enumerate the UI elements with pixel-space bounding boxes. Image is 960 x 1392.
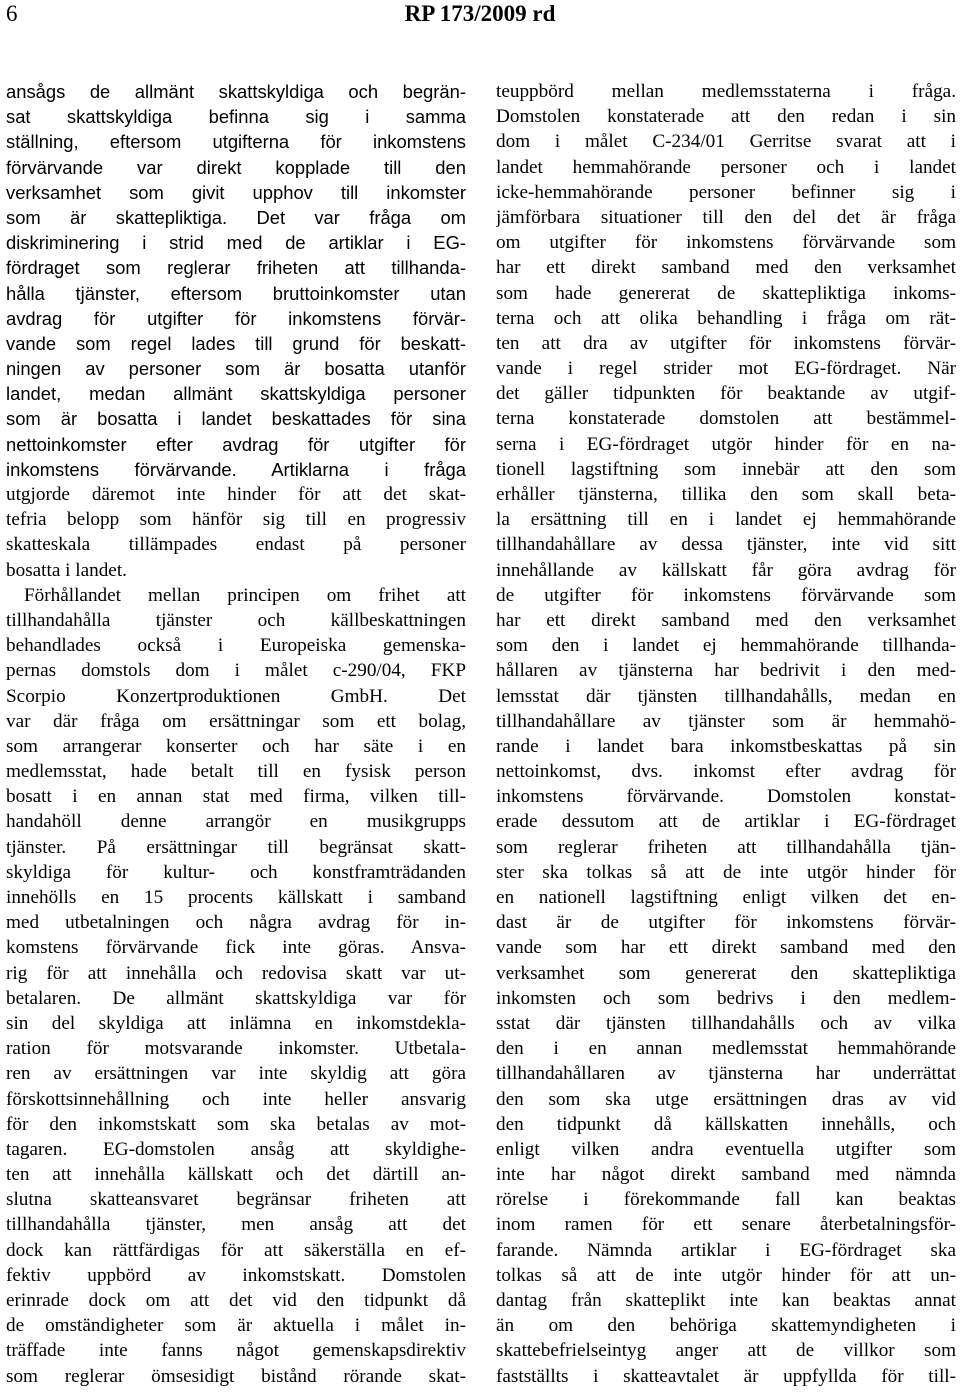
text-line: förskottsinnehållning och inte heller ansvarig [6, 1088, 466, 1110]
text-line: jämförbara situationer till den del det är fråga [496, 206, 956, 228]
text-line: tefria belopp som hänför sig till en progressiv [6, 509, 466, 531]
text-line: erinrade dock om att det vid den tidpunkt då [6, 1290, 466, 1311]
text-line: sin del skyldiga att inlämna en inkomstdekla- [6, 1012, 466, 1034]
text-line: tagaren. EG-domstolen ansåg att skyldighe- [6, 1138, 466, 1160]
text-line: avdrag för utgifter för inkomstens förvär- [6, 307, 466, 329]
text-line: inkomstens förvärvande. Domstolen konstat- [496, 786, 956, 808]
text-line: skatteskala tillämpades endast på personer [6, 534, 466, 556]
text-line: vande som regel lades till grund för beskatt- [6, 332, 466, 354]
text-line: lemsstat där tjänsten tillhandahålls, medan en [496, 685, 956, 707]
text-line: Scorpio Konzertproduktionen GmbH. Det [6, 685, 466, 707]
text-line: dom i målet C-234/01 Gerritse svarat att i [496, 131, 956, 153]
text-line: som den i landet ej hemmahörande tillhanda- [496, 635, 956, 657]
text-line: dock kan rättfärdigas för att säkerställa en ef- [6, 1239, 466, 1261]
text-line: tillhandahålla tjänster, men ansåg att det [6, 1214, 466, 1236]
text-line: var där fråga om ersättningar som ett bolag, [6, 710, 466, 732]
text-line: inkomstens förvärvande. Artiklarna i fråga [6, 458, 466, 480]
text-line: enligt vilken andra eventuella utgifter som [496, 1138, 956, 1160]
text-line: bosatt i en annan stat med firma, vilken till- [6, 786, 466, 808]
text-line: innehållande av källskatt får göra avdrag för [496, 559, 956, 581]
text-line: erade dessutom att de artiklar i EG-fördraget [496, 811, 956, 833]
text-line: har ett direkt samband med den verksamhet [496, 609, 956, 631]
text-line: tillhandahållare av tjänster som är hemmahö- [496, 710, 956, 732]
text-line: sstat där tjänsten tillhandahålls och av vilka [496, 1012, 956, 1034]
left-text-column [6, 79, 466, 1389]
text-line: hålla tjänster, eftersom bruttoinkomster utan [6, 282, 466, 304]
text-line: fastställts i skatteavtalet är uppfyllda för till- [496, 1365, 956, 1387]
text-line: fördraget som reglerar friheten att tillhanda- [6, 257, 466, 279]
text-line: skyldiga för kultur- och konstframträdanden [6, 861, 466, 883]
text-line: diskriminering i strid med de artiklar i EG- [6, 232, 466, 254]
text-line: pernas domstols dom i målet c-290/04, FKP [6, 660, 466, 682]
text-line: de omständigheter som är aktuella i målet in- [6, 1315, 466, 1337]
text-line: ster ska tolkas så att de inte utgör hinder för [496, 861, 956, 883]
text-line: förvärvande var direkt kopplade till den [6, 156, 466, 178]
text-line: vande som har ett direkt samband med den [496, 937, 956, 959]
text-line: inte har något direkt samband med nämnda [496, 1164, 956, 1186]
text-line: farande. Nämnda artiklar i EG-fördraget ska [496, 1239, 956, 1261]
text-line: tjänster. På ersättningar till begränsat skatt- [6, 836, 466, 858]
text-line: terna konstaterade domstolen att bestämmel- [496, 408, 956, 430]
text-line: komstens förvärvande fick inte göras. Ansva- [6, 937, 466, 959]
text-line: tillhandahållaren av tjänsterna har underrättat [496, 1063, 956, 1085]
text-line: den som ska utge ersättningen dras av vid [496, 1088, 956, 1110]
text-line: som arrangerar konserter och har säte i en [6, 735, 466, 757]
text-line: la ersättning till en i landet ej hemmahörande [496, 509, 956, 531]
text-line: ningen av personer som är bosatta utanför [6, 358, 466, 380]
text-line: terna och att olika behandling i fråga om rät- [496, 307, 956, 329]
text-line: tolkas så att de inte utgör hinder för att un- [496, 1264, 956, 1286]
text-line: om utgifter för inkomstens förvärvande som [496, 232, 956, 254]
text-line: teuppbörd mellan medlemsstaterna i fråga. [496, 81, 956, 102]
text-line: ten att dra av utgifter för inkomstens förvär- [496, 332, 956, 354]
text-line: slutna skatteansvaret begränsar friheten att [6, 1189, 466, 1211]
text-line: som är skattepliktiga. Det var fråga om [6, 206, 466, 228]
text-line: nettoinkomster efter avdrag för utgifter för [6, 433, 466, 455]
text-line: nettoinkomst, dvs. inkomst efter avdrag för [496, 761, 956, 783]
text-line: betalaren. De allmänt skattskyldiga var för [6, 987, 466, 1009]
text-line: erhåller tjänsterna, tillika den som skall beta- [496, 484, 956, 505]
text-line: landet, medan allmänt skattskyldiga personer [6, 383, 466, 405]
text-line: hållaren av tjänsterna har bedrivit i den med- [496, 660, 956, 682]
text-line: skattebefrielseintyg anger att de villkor som [496, 1340, 956, 1362]
text-line: fektiv uppbörd av inkomstskatt. Domstolen [6, 1264, 466, 1286]
text-line: som reglerar ömsesidigt bistånd rörande skat- [6, 1365, 466, 1387]
text-line: som reglerar friheten att tillhandahålla tjän- [496, 836, 956, 858]
page-number: 6 [6, 1, 18, 26]
text-line: ren av ersättningen var inte skyldig att göra [6, 1063, 466, 1085]
text-line: som hade genererat de skattepliktiga inkoms- [496, 282, 956, 304]
text-line: med utbetalningen och några avdrag för in- [6, 912, 466, 934]
text-line: de utgifter för inkomstens förvärvande som [496, 584, 956, 606]
right-text-column [496, 79, 956, 1389]
text-line: en nationell lagstiftning enligt vilken det en- [496, 887, 956, 908]
text-line: icke-hemmahörande personer befinner sig i [496, 181, 956, 203]
text-line: det gäller tidpunkten för beaktande av utgif- [496, 383, 956, 405]
text-line: sat skattskyldiga befinna sig i samma [6, 106, 466, 128]
text-line: serna i EG-fördraget utgör hinder för en na- [496, 433, 956, 455]
text-line: dast är de utgifter för inkomstens förvär- [496, 912, 956, 934]
text-line: som är bosatta i landet beskattades för sina [6, 408, 466, 430]
text-line: den i en annan medlemsstat hemmahörande [496, 1038, 956, 1060]
text-line: verksamhet som genererat den skattepliktiga [496, 962, 956, 984]
text-line: vande i regel strider mot EG-fördraget. När [496, 358, 956, 380]
text-line: träffade inte fanns något gemenskapsdirektiv [6, 1340, 466, 1362]
text-line: behandlades också i Europeiska gemenska- [6, 635, 466, 657]
text-line: Domstolen konstaterade att den redan i sin [496, 106, 956, 128]
running-head: RP 173/2009 rd [404, 1, 556, 26]
text-line: ansågs de allmänt skattskyldiga och begrän- [6, 81, 466, 102]
text-line: den tidpunkt då källskatten innehålls, och [496, 1113, 956, 1135]
text-line: Förhållandet mellan principen om frihet att [24, 584, 466, 606]
text-line: har ett direkt samband med den verksamhet [496, 257, 956, 279]
text-line: inkomsten och som bedrivs i den medlem- [496, 987, 956, 1009]
text-line: för den inkomstskatt som ska betalas av mot- [6, 1113, 466, 1135]
text-line: ration för motsvarande inkomster. Utbetala- [6, 1038, 466, 1060]
text-line: rörelse i förekommande fall kan beaktas [496, 1189, 956, 1211]
text-line: handahöll denne arrangör en musikgrupps [6, 811, 466, 833]
text-line: landet hemmahörande personer och i landet [496, 156, 956, 178]
text-line: ten att innehålla källskatt och det därtill an- [6, 1164, 466, 1186]
text-line: utgjorde däremot inte hinder för att det skat- [6, 484, 466, 505]
text-line: dantag från skatteplikt inte kan beaktas annat [496, 1290, 956, 1311]
text-line: bosatta i landet. [6, 559, 127, 581]
text-line: innehölls en 15 procents källskatt i samband [6, 887, 466, 908]
text-line: medlemsstat, hade betalt till en fysisk person [6, 761, 466, 783]
text-line: ställning, eftersom utgifterna för inkomstens [6, 131, 466, 153]
text-line: rande i landet bara inkomstbeskattas på sin [496, 735, 956, 757]
text-line: inom ramen för ett senare återbetalningsför- [496, 1214, 956, 1236]
text-line: än om den behöriga skattemyndigheten i [496, 1315, 956, 1337]
text-line: tionell lagstiftning som innebär att den som [496, 458, 956, 480]
text-line: verksamhet som givit upphov till inkomster [6, 181, 466, 203]
text-line: rig för att innehålla och redovisa skatt var ut- [6, 962, 466, 984]
text-line: tillhandahållare av dessa tjänster, inte vid sitt [496, 534, 956, 556]
text-line: tillhandahålla tjänster och källbeskattningen [6, 609, 466, 631]
